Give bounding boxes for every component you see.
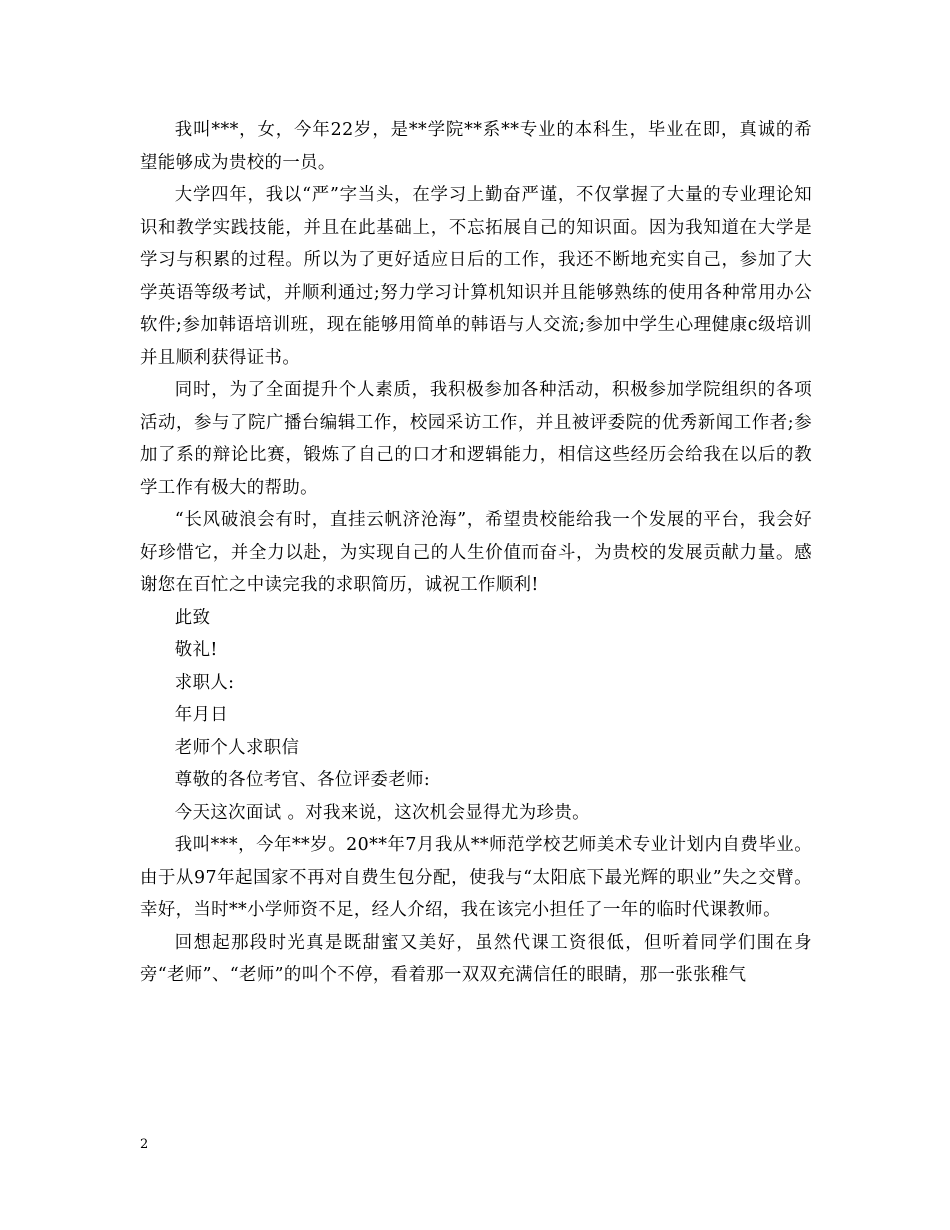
document-body xyxy=(140,114,812,992)
signature-applicant: 求职人: xyxy=(174,672,235,693)
page-number: 2 xyxy=(140,1137,149,1152)
paragraph-activities: 同时，为了全面提升个人素质，我积极参加各种活动，积极参加学院组织的各项活动，参与了院广播台编辑工作，校园采访工作，并且被评委院的优秀新闻工作者;参加了系的辩论比赛，锻炼了自己的口才和逻辑能力，相信这些经历会给我在以后的教学工作有极大的帮助。 xyxy=(140,380,812,498)
section-title: 老师个人求职信 xyxy=(174,737,300,758)
signature-date: 年月日 xyxy=(174,705,229,725)
paragraph-closing-wish: “长风破浪会有时，直挂云帆济沧海”，希望贵校能给我一个发展的平台，我会好好珍惜它，并全力以赴，为实现自己的人生价值而奋斗，为贵校的发展贡献力量。感谢您在百忙之中读完我的求职简历，诚祝工作顺利! xyxy=(140,510,812,595)
greeting: 尊敬的各位考官、各位评委老师: xyxy=(174,770,431,790)
salutation-jingli: 敬礼! xyxy=(174,640,218,660)
paragraph-university-study: 大学四年，我以“严”字当头，在学习上勤奋严谨，不仅掌握了大量的专业理论知识和教学实践技能，并且在此基础上，不忘拓展自己的知识面。因为我知道在大学是学习与积累的过程。所以为了更好适应日后的工作，我还不断地充实自己，参加了大学英语等级考试，并顺利通过;努力学习计算机知识并且能够熟练的使用各种常用办公软件;参加韩语培训班，现在能够用简单的韩语与人交流;参加中学生心理健康c级培训并且顺利获得证书。 xyxy=(140,185,812,368)
paragraph-intro: 我叫***，女，今年22岁，是**学院**系**专业的本科生，毕业在即，真诚的希望能够成为贵校的一员。 xyxy=(140,120,812,173)
paragraph-background: 我叫***，今年**岁。20**年7月我从**师范学校艺师美术专业计划内自费毕业。由于从97年起国家不再对自费生包分配，使我与“太阳底下最光辉的职业”失之交臂。幸好，当时**小学师资不足，经人介绍，我在该完小担任了一年的临时代课教师。 xyxy=(140,835,812,920)
salutation-cizhi: 此致 xyxy=(174,607,211,628)
paragraph-interview: 今天这次面试 。对我来说，这次机会显得尤为珍贵。 xyxy=(174,802,590,823)
paragraph-memories: 回想起那段时光真是既甜蜜又美好，虽然代课工资很低，但听着同学们围在身旁“老师”、“老师”的叫个不停，看着那一双双充满信任的眼睛，那一张张稚气 xyxy=(140,932,812,985)
